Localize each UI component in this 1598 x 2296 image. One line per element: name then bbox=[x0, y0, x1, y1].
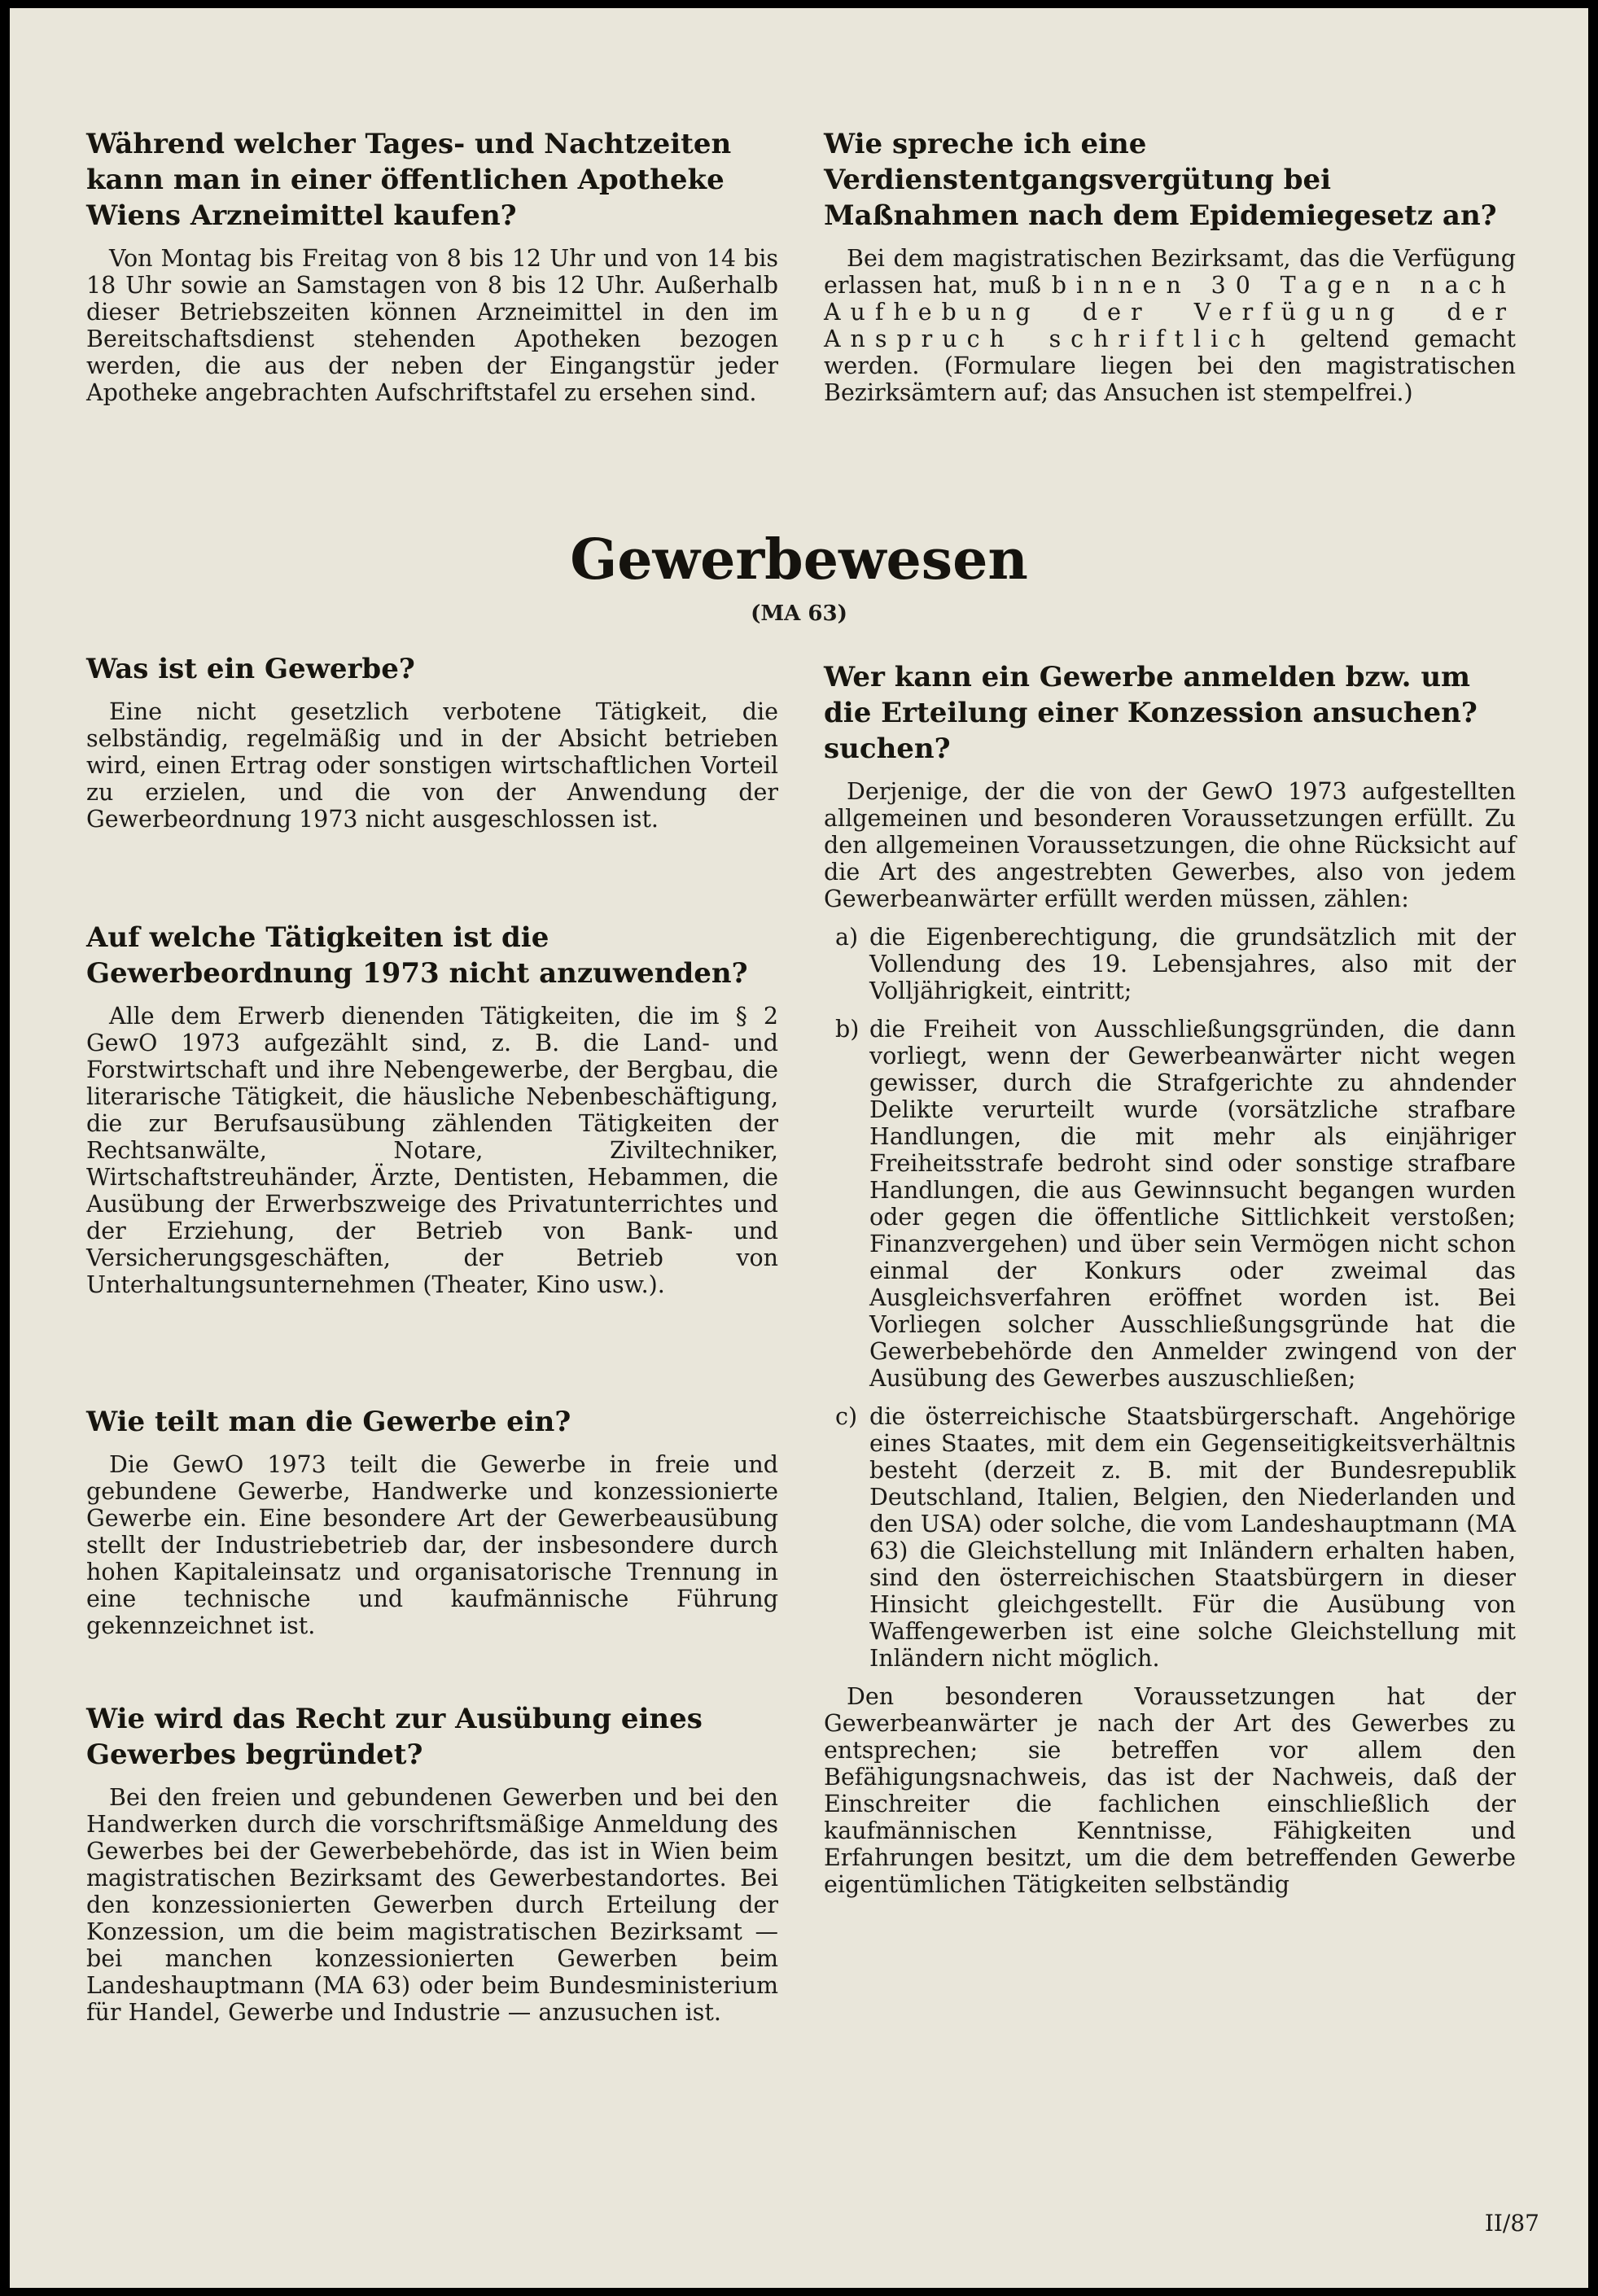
outro-text: Den besonderen Voraussetzungen hat der Gewerbeanwärter je nach der Art des Gewerbes zu entsprechen; sie betreffen vor allem den Befähigungsnachweis, das ist der Nachweis, daß der Einschreiter die fachlichen einschließlich der kaufmännischen Kenntnisse, Fähigkeiten und Erfahrungen besitzt, um die dem betreffenden Gewerbe eigentümlichen Tätigkeiten selbständig bbox=[824, 1683, 1516, 1898]
question-heading: Wie teilt man die Gewerbe ein? bbox=[86, 1406, 571, 1438]
apotheke-heading: Während welcher Tages- und Nachtzeiten kann man in einer öffentlichen Apotheke Wiens Arzneimittel kaufen? bbox=[86, 128, 732, 232]
epidemie-text bbox=[824, 245, 1516, 406]
apotheke-section bbox=[86, 126, 778, 406]
list-marker: a) bbox=[835, 924, 859, 951]
epidemie-text-part-b: geltend gemacht werden. (Formulare liegen bei den magistratischen Bezirksämtern auf; das Ansuchen ist stempelfrei.) bbox=[824, 326, 1516, 406]
intro-text: Derjenige, der die von der GewO 1973 aufgestellten allgemeinen und besonderen Voraussetzungen erfüllt. Zu den allgemeinen Voraussetzungen, die ohne Rücksicht auf die Art des angestrebten Gewerbes, also von jedem Gewerbeanwärter erfüllt werden müssen, zählen: bbox=[824, 778, 1516, 912]
answer-text: Bei den freien und gebundenen Gewerben und bei den Handwerken durch die vorschriftsmäßige Anmeldung des Gewerbes bei der Gewerbebehörde, das ist in Wien beim magistratischen Bezirksamt des Gewerbestandortes. Bei den konzessionierten Gewerben durch Erteilung der Konzession, um die beim magistratischen Bezirksamt — bei manchen konzessionierten Gewerben beim Landeshauptmann (MA 63) oder beim Bundesministerium für Handel, Gewerbe und Industrie — anzusuchen ist. bbox=[86, 1784, 778, 2026]
voraussetzungen-list bbox=[824, 924, 1516, 1672]
list-item bbox=[824, 1016, 1516, 1392]
list-marker: c) bbox=[835, 1403, 858, 1430]
list-marker: b) bbox=[835, 1016, 860, 1043]
answer-text: Alle dem Erwerb dienenden Tätigkeiten, die im § 2 GewO 1973 aufgezählt sind, z. B. die Land- und Forstwirtschaft und ihre Nebengewerbe, der Bergbau, die literarische Tätigkeit, die häusliche Nebenbeschäftigung, die zur Berufsausübung zählenden Tätigkeiten der Rechtsanwälte, Notare, Ziviltechniker, Wirtschaftstreuhänder, Ärzte, Dentisten, Hebammen, die Ausübung der Erwerbszweige des Privatunterrichtes und der Erziehung, der Betrieb von Bank- und Versicherungsgeschäften, der Betrieb von Unterhaltungsunternehmen (Theater, Kino usw.). bbox=[86, 1003, 778, 1298]
epidemie-section bbox=[824, 126, 1516, 406]
begruendung-section bbox=[86, 1701, 778, 2026]
list-item bbox=[824, 924, 1516, 1004]
anmeldung-section bbox=[824, 659, 1516, 1898]
list-item bbox=[824, 1403, 1516, 1672]
question-heading: Auf welche Tätigkeiten ist die Gewerbeordnung 1973 nicht anzuwenden? bbox=[86, 921, 748, 990]
document-page bbox=[10, 8, 1588, 2288]
einteilung-section bbox=[86, 1404, 778, 1639]
gewerbe-definition-section bbox=[86, 651, 778, 833]
section-title: Gewerbewesen bbox=[570, 527, 1028, 593]
list-item-text: die österreichische Staatsbürgerschaft. Angehörige eines Staates, mit dem ein Gegenseitigkeitsverhältnis besteht (derzeit z. B. mit der Bundesrepublik Deutschland, Italien, Belgien, den Niederlanden und den USA) oder solche, die vom Landeshauptmann (MA 63) die Gleichstellung mit Inländern erhalten haben, sind den österreichischen Staatsbürgern in dieser Hinsicht gleichgestellt. Für die Ausübung von Waffengewerben ist eine solche Gleichstellung mit Inländern nicht möglich. bbox=[869, 1403, 1516, 1672]
page-number: II/87 bbox=[1484, 2210, 1539, 2237]
question-heading: Wie wird das Recht zur Ausübung eines Gewerbes begründet? bbox=[86, 1703, 703, 1771]
list-item-text: die Eigenberechtigung, die grundsätzlich mit der Vollendung des 19. Lebensjahres, also mit der Volljährigkeit, eintritt; bbox=[869, 924, 1516, 1004]
epidemie-text-part-a: Bei dem magistratischen Bezirksamt, das die Verfügung erlassen hat, muß bbox=[824, 245, 1516, 299]
epidemie-text-spaced: binnen 30 Tagen nach Aufhebung der Verfügung der Anspruch schriftlich bbox=[824, 272, 1516, 352]
question-heading: Was ist ein Gewerbe? bbox=[86, 653, 415, 685]
epidemie-heading: Wie spreche ich eine Verdienstentgangsvergütung bei Maßnahmen nach dem Epidemiegesetz an? bbox=[824, 128, 1497, 232]
question-heading: Wer kann ein Gewerbe anmelden bzw. um die Erteilung einer Konzession ansuchen? suchen? bbox=[824, 661, 1478, 765]
answer-text: Eine nicht gesetzlich verbotene Tätigkeit, die selbständig, regelmäßig und in der Absicht betrieben wird, einen Ertrag oder sonstigen wirtschaftlichen Vorteil zu erzielen, und die von der Anwendung der Gewerbeordnung 1973 nicht ausgeschlossen ist. bbox=[86, 698, 778, 833]
nicht-anzuwenden-section bbox=[86, 920, 778, 1298]
apotheke-text: Von Montag bis Freitag von 8 bis 12 Uhr und von 14 bis 18 Uhr sowie an Samstagen von 8 bis 12 Uhr. Außerhalb dieser Betriebszeiten können Arzneimittel in den im Bereitschaftsdienst stehenden Apotheken bezogen werden, die aus der neben der Eingangstür jeder Apotheke angebrachten Aufschriftstafel zu ersehen sind. bbox=[86, 245, 778, 406]
section-subtitle: (MA 63) bbox=[751, 601, 847, 626]
answer-text: Die GewO 1973 teilt die Gewerbe in freie und gebundene Gewerbe, Handwerke und konzessionierte Gewerbe ein. Eine besondere Art der Gewerbeausübung stellt der Industriebetrieb dar, der insbesondere durch hohen Kapitaleinsatz und organisatorische Trennung in eine technische und kaufmännische Führung gekennzeichnet ist. bbox=[86, 1451, 778, 1639]
list-item-text: die Freiheit von Ausschließungsgründen, die dann vorliegt, wenn der Gewerbeanwärter nicht wegen gewisser, durch die Strafgerichte zu ahndender Delikte verurteilt wurde (vorsätzliche strafbare Handlungen, die mit mehr als einjähriger Freiheitsstrafe bedroht sind oder sonstige strafbare Handlungen, die aus Gewinnsucht begangen wurden oder gegen die öffentliche Sittlichkeit verstoßen; Finanzvergehen) und über sein Vermögen nicht schon einmal der Konkurs oder zweimal das Ausgleichsverfahren eröffnet worden ist. Bei Vorliegen solcher Ausschließungsgründe hat die Gewerbebehörde den Anmelder zwingend von der Ausübung des Gewerbes auszuschließen; bbox=[869, 1016, 1516, 1392]
